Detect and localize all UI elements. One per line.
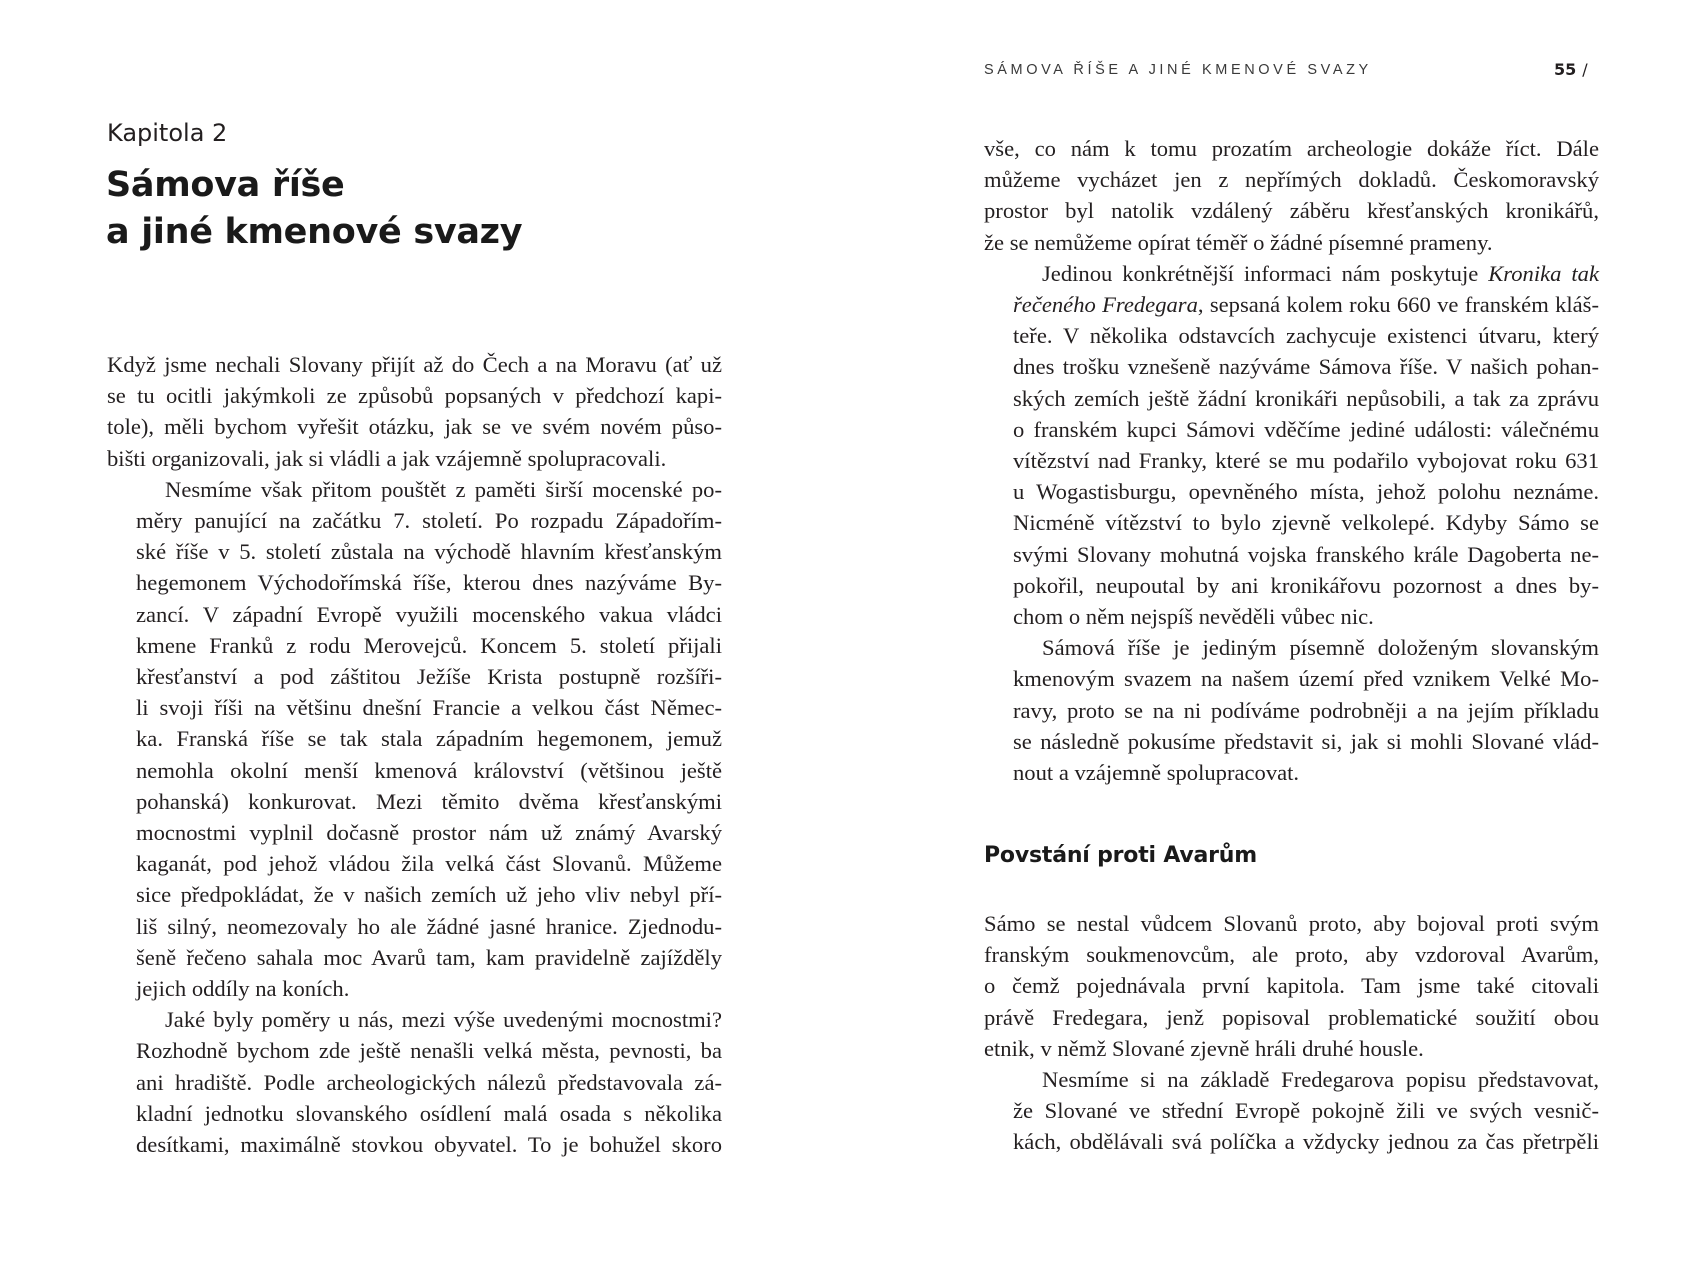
text-line: ravy, proto se na ni podíváme podrobněji a na jejím příkladu [1013,697,1599,723]
text-line: Nicméně vítězství to bylo zjevně velkolepé. Kdyby Sámo se [1013,510,1599,536]
text-line: se tu ocitli jakýmkoli ze způsobů popsaných v předchozí kapi- [107,383,722,409]
text-line: prostor byl natolik vzdálený záběru křesťanských kronikářů, [984,198,1599,224]
text-line: hegemonem Východořímská říše, kterou dnes nazýváme By- [136,570,722,596]
text-line: můžeme vycházet jen z nepřímých dokladů. Českomoravský [984,167,1599,193]
text-line: Sámová říše je jediným písemně doloženým slovanským [1042,635,1599,661]
page-number-value: 55 [1554,60,1577,79]
text-line: o franském kupci Sámovi vděčíme jediné události: válečnému [1013,416,1599,442]
text-run: , sepsaná kolem roku 660 ve franském kláš- [1197,292,1599,318]
text-line: zancí. V západní Evropě využili mocenského vakua vládci [136,601,722,627]
text-line: ani hradiště. Podle archeologických nálezů představovala zá- [136,1069,722,1095]
text-line: vítězství nad Franky, které se mu podařilo vybojovat roku 631 [1013,448,1599,474]
text-line: ských zemích ještě žádní kronikáři nepůsobili, a tak za zprávu [1013,385,1599,411]
chapter-label: Kapitola 2 [107,119,228,147]
text-line: že se nemůžeme opírat téměř o žádné písemné prameny. [984,229,1493,255]
text-line: že Slované ve střední Evropě pokojně žili ve svých vesnič- [1013,1098,1599,1124]
text-line: desítkami, maximálně stovkou obyvatel. To je bohužel skoro [136,1132,722,1158]
text-line: křesťanství a pod záštitou Ježíše Krista postupně rozšíři- [136,664,722,690]
text-line: kladní jednotku slovanského osídlení malá osada s několika [136,1100,722,1126]
text-line: právě Fredegara, jenž popisoval problematické soužití obou [984,1004,1599,1030]
text-line: svými Slovany mohutná vojska franského krále Dagoberta ne- [1013,541,1599,567]
text-line: Když jsme nechali Slovany přijít až do Čech a na Moravu (ať už [107,352,722,377]
text-line [984,289,1599,320]
text-line: měry panující na začátku 7. století. Po rozpadu Západořím- [136,508,722,534]
text-line: kách, obdělávali svá políčka a vždycky jednou za čas přetrpěli [1013,1129,1599,1155]
text-line: sice předpokládat, že v našich zemích už jeho vliv nebyl pří- [136,882,722,908]
text-line: Sámo se nestal vůdcem Slovanů proto, aby bojoval proti svým [984,911,1599,936]
text-line: franským soukmenovcům, ale proto, aby vzdoroval Avarům, [984,942,1599,968]
text-line: kaganát, pod jehož vládou žila velká část Slovanů. Můžeme [136,851,722,877]
text-line: ské říše v 5. století zůstala na východě hlavním křesťanským [136,539,722,565]
text-line: o čemž pojednávala první kapitola. Tam jsme také citovali [984,973,1599,999]
text-line: nemohla okolní menší kmenová království (většinou ještě [136,757,722,783]
right-page [844,0,1688,1269]
chapter-title [106,162,522,256]
paragraph [984,632,1599,788]
chapter-title-line: a jiné kmenové svazy [106,212,523,252]
paragraph [984,908,1599,1064]
text-line: ka. Franská říše se tak stala západním hegemonem, jemuž [136,726,722,752]
text-line: Nesmíme však přitom pouštět z paměti širší mocenské po- [165,476,722,502]
text-line: Jaké byly poměry u nás, mezi výše uvedenými mocnostmi? [165,1007,722,1033]
text-line: tole), měli bychom vyřešit otázku, jak se ve svém novém půso- [107,414,722,440]
text-line: šeně řečeno sahala moc Avarů tam, kam pravidelně zajížděly [136,944,722,970]
text-line: kmenovým svazem na našem území před vznikem Velké Mo- [1013,666,1599,692]
text-line: mocnostmi vyplnil dočasně prostor nám už známý Avarský [136,820,722,846]
page-number-separator: / [1582,60,1588,79]
text-line: vše, co nám k tomu prozatím archeologie dokáže říct. Dále [984,136,1599,161]
paragraph [984,258,1599,632]
page-number [1554,60,1588,79]
text-line [984,258,1599,289]
paragraph [984,1064,1599,1158]
text-line: u Wogastisburgu, opevněného místa, jehož polohu neznáme. [1013,479,1599,505]
section-heading: Povstání proti Avarům [984,843,1257,868]
text-line: Rozhodně bychom zde ještě nenašli velká města, pevnosti, ba [136,1038,722,1064]
right-body-text [984,133,1599,788]
text-line: kmene Franků z rodu Merovejců. Koncem 5. století přijali [136,632,722,658]
paragraph [107,474,722,1004]
text-line: jejich oddíly na koních. [136,976,350,1002]
running-head: SÁMOVA ŘÍŠE A JINÉ KMENOVÉ SVAZY [984,62,1372,78]
paragraph [984,133,1599,258]
text-line: se následně pokusíme představit si, jak si mohli Slované vlád- [1013,728,1599,754]
right-body-text-section [984,908,1599,1158]
left-body-text [107,349,722,1160]
text-line: teře. V několika odstavcích zachycuje existenci útvaru, který [1013,323,1599,349]
chapter-title-line: Sámova říše [106,165,345,205]
text-line: bišti organizovali, jak si vládli a jak vzájemně spolupracovali. [107,445,667,471]
text-line: liš silný, neomezovaly ho ale žádné jasné hranice. Zjednodu- [136,913,722,939]
text-line: pohanská) konkurovat. Mezi těmito dvěma křesťanskými [136,788,722,814]
text-line: Nesmíme si na základě Fredegarova popisu představovat, [1042,1067,1599,1093]
text-line: pokořil, neupoutal by ani kronikářovu pozornost a dnes by- [1013,572,1599,598]
book-title-italic: řečeného Fredegara [1013,292,1198,318]
text-line: dnes trošku vznešeně nazýváme Sámova říše. V našich pohan- [1013,354,1599,380]
text-run: Jedinou konkrétnější informaci nám poskytuje [1042,260,1489,286]
text-line: li svoji říši na většinu dnešní Francie a velkou část Němec- [136,695,722,721]
book-title-italic: Kronika tak [1488,260,1599,286]
text-line: nout a vzájemně spolupracovat. [1013,760,1300,786]
paragraph [107,1004,722,1160]
paragraph [107,349,722,474]
text-line: chom o něm nejspíš nevěděli vůbec nic. [1013,604,1374,630]
text-line: etnik, v němž Slované zjevně hráli druhé housle. [984,1035,1424,1061]
